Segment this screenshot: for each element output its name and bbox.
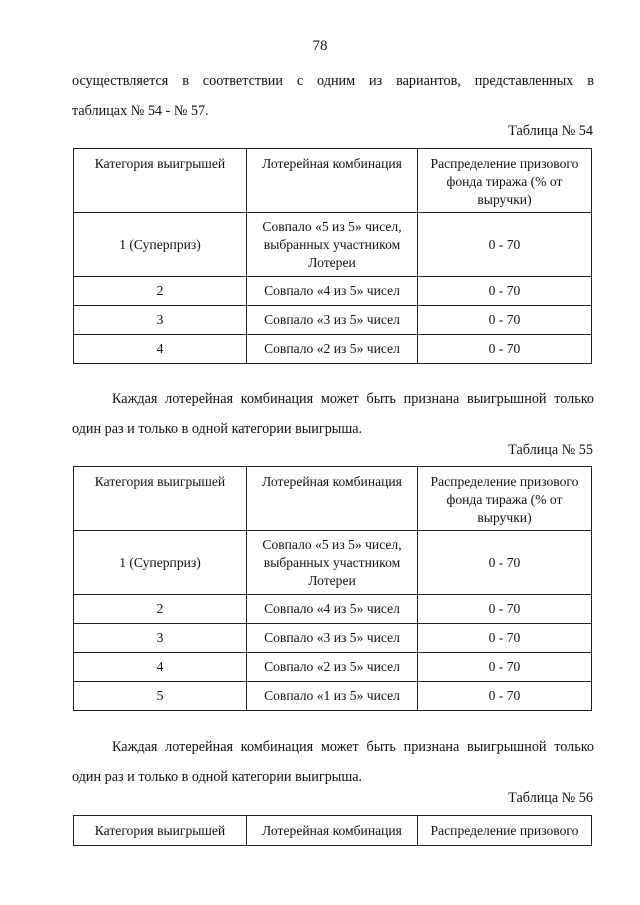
note-2-line-1: Каждая лотерейная комбинация может быть признана выигрышной только bbox=[112, 739, 594, 755]
table-header-row bbox=[74, 467, 592, 531]
header-category: Категория выигрышей bbox=[74, 816, 247, 846]
cell-combination: Совпало «2 из 5» чисел bbox=[247, 335, 418, 364]
cell-combination: Совпало «3 из 5» чисел bbox=[247, 624, 418, 653]
cell-combination: Совпало «5 из 5» чисел, выбранных участником Лотереи bbox=[247, 213, 418, 277]
intro-paragraph bbox=[72, 66, 594, 126]
header-category: Категория выигрышей bbox=[74, 467, 247, 531]
table-header-row bbox=[74, 816, 592, 846]
cell-combination: Совпало «4 из 5» чисел bbox=[247, 595, 418, 624]
table-row bbox=[74, 595, 592, 624]
cell-category: 2 bbox=[74, 595, 247, 624]
cell-distribution: 0 - 70 bbox=[418, 595, 592, 624]
note-paragraph-1 bbox=[72, 384, 594, 444]
table-row bbox=[74, 682, 592, 711]
header-category: Категория выигрышей bbox=[74, 149, 247, 213]
cell-distribution: 0 - 70 bbox=[418, 653, 592, 682]
note-paragraph-2 bbox=[72, 732, 594, 792]
header-distribution: Распределение призового фонда тиража (% от выручки) bbox=[418, 149, 592, 213]
cell-combination: Совпало «4 из 5» чисел bbox=[247, 277, 418, 306]
cell-distribution: 0 - 70 bbox=[418, 682, 592, 711]
table-header-row bbox=[74, 149, 592, 213]
cell-distribution: 0 - 70 bbox=[418, 306, 592, 335]
table-row bbox=[74, 335, 592, 364]
cell-category: 3 bbox=[74, 306, 247, 335]
table-row bbox=[74, 213, 592, 277]
cell-distribution: 0 - 70 bbox=[418, 213, 592, 277]
cell-distribution: 0 - 70 bbox=[418, 277, 592, 306]
table-55 bbox=[73, 466, 592, 711]
cell-distribution: 0 - 70 bbox=[418, 624, 592, 653]
cell-combination: Совпало «5 из 5» чисел, выбранных участником Лотереи bbox=[247, 531, 418, 595]
header-combination: Лотерейная комбинация bbox=[247, 467, 418, 531]
header-distribution: Распределение призового фонда тиража (% от выручки) bbox=[418, 467, 592, 531]
table-54 bbox=[73, 148, 592, 364]
table-row bbox=[74, 653, 592, 682]
cell-category: 5 bbox=[74, 682, 247, 711]
note-1-line-1: Каждая лотерейная комбинация может быть признана выигрышной только bbox=[112, 391, 594, 407]
table-54-caption: Таблица № 54 bbox=[508, 123, 593, 139]
cell-distribution: 0 - 70 bbox=[418, 531, 592, 595]
header-distribution: Распределение призового bbox=[418, 816, 592, 846]
cell-category: 4 bbox=[74, 653, 247, 682]
cell-distribution: 0 - 70 bbox=[418, 335, 592, 364]
table-row bbox=[74, 277, 592, 306]
cell-combination: Совпало «3 из 5» чисел bbox=[247, 306, 418, 335]
cell-category: 1 (Суперприз) bbox=[74, 213, 247, 277]
cell-combination: Совпало «2 из 5» чисел bbox=[247, 653, 418, 682]
cell-category: 4 bbox=[74, 335, 247, 364]
cell-category: 1 (Суперприз) bbox=[74, 531, 247, 595]
intro-line-1: осуществляется в соответствии с одним из вариантов, представленных в bbox=[72, 73, 594, 89]
header-combination: Лотерейная комбинация bbox=[247, 149, 418, 213]
cell-combination: Совпало «1 из 5» чисел bbox=[247, 682, 418, 711]
cell-category: 2 bbox=[74, 277, 247, 306]
table-row bbox=[74, 306, 592, 335]
header-combination: Лотерейная комбинация bbox=[247, 816, 418, 846]
note-2-line-2: один раз и только в одной категории выигрыша. bbox=[72, 769, 363, 785]
note-1-line-2: один раз и только в одной категории выигрыша. bbox=[72, 421, 363, 437]
intro-line-2: таблицах № 54 - № 57. bbox=[72, 103, 209, 119]
cell-category: 3 bbox=[74, 624, 247, 653]
table-56-caption: Таблица № 56 bbox=[508, 790, 593, 806]
table-56 bbox=[73, 815, 592, 846]
table-row bbox=[74, 531, 592, 595]
page-number: 78 bbox=[312, 38, 328, 54]
table-55-caption: Таблица № 55 bbox=[508, 442, 593, 458]
table-row bbox=[74, 624, 592, 653]
